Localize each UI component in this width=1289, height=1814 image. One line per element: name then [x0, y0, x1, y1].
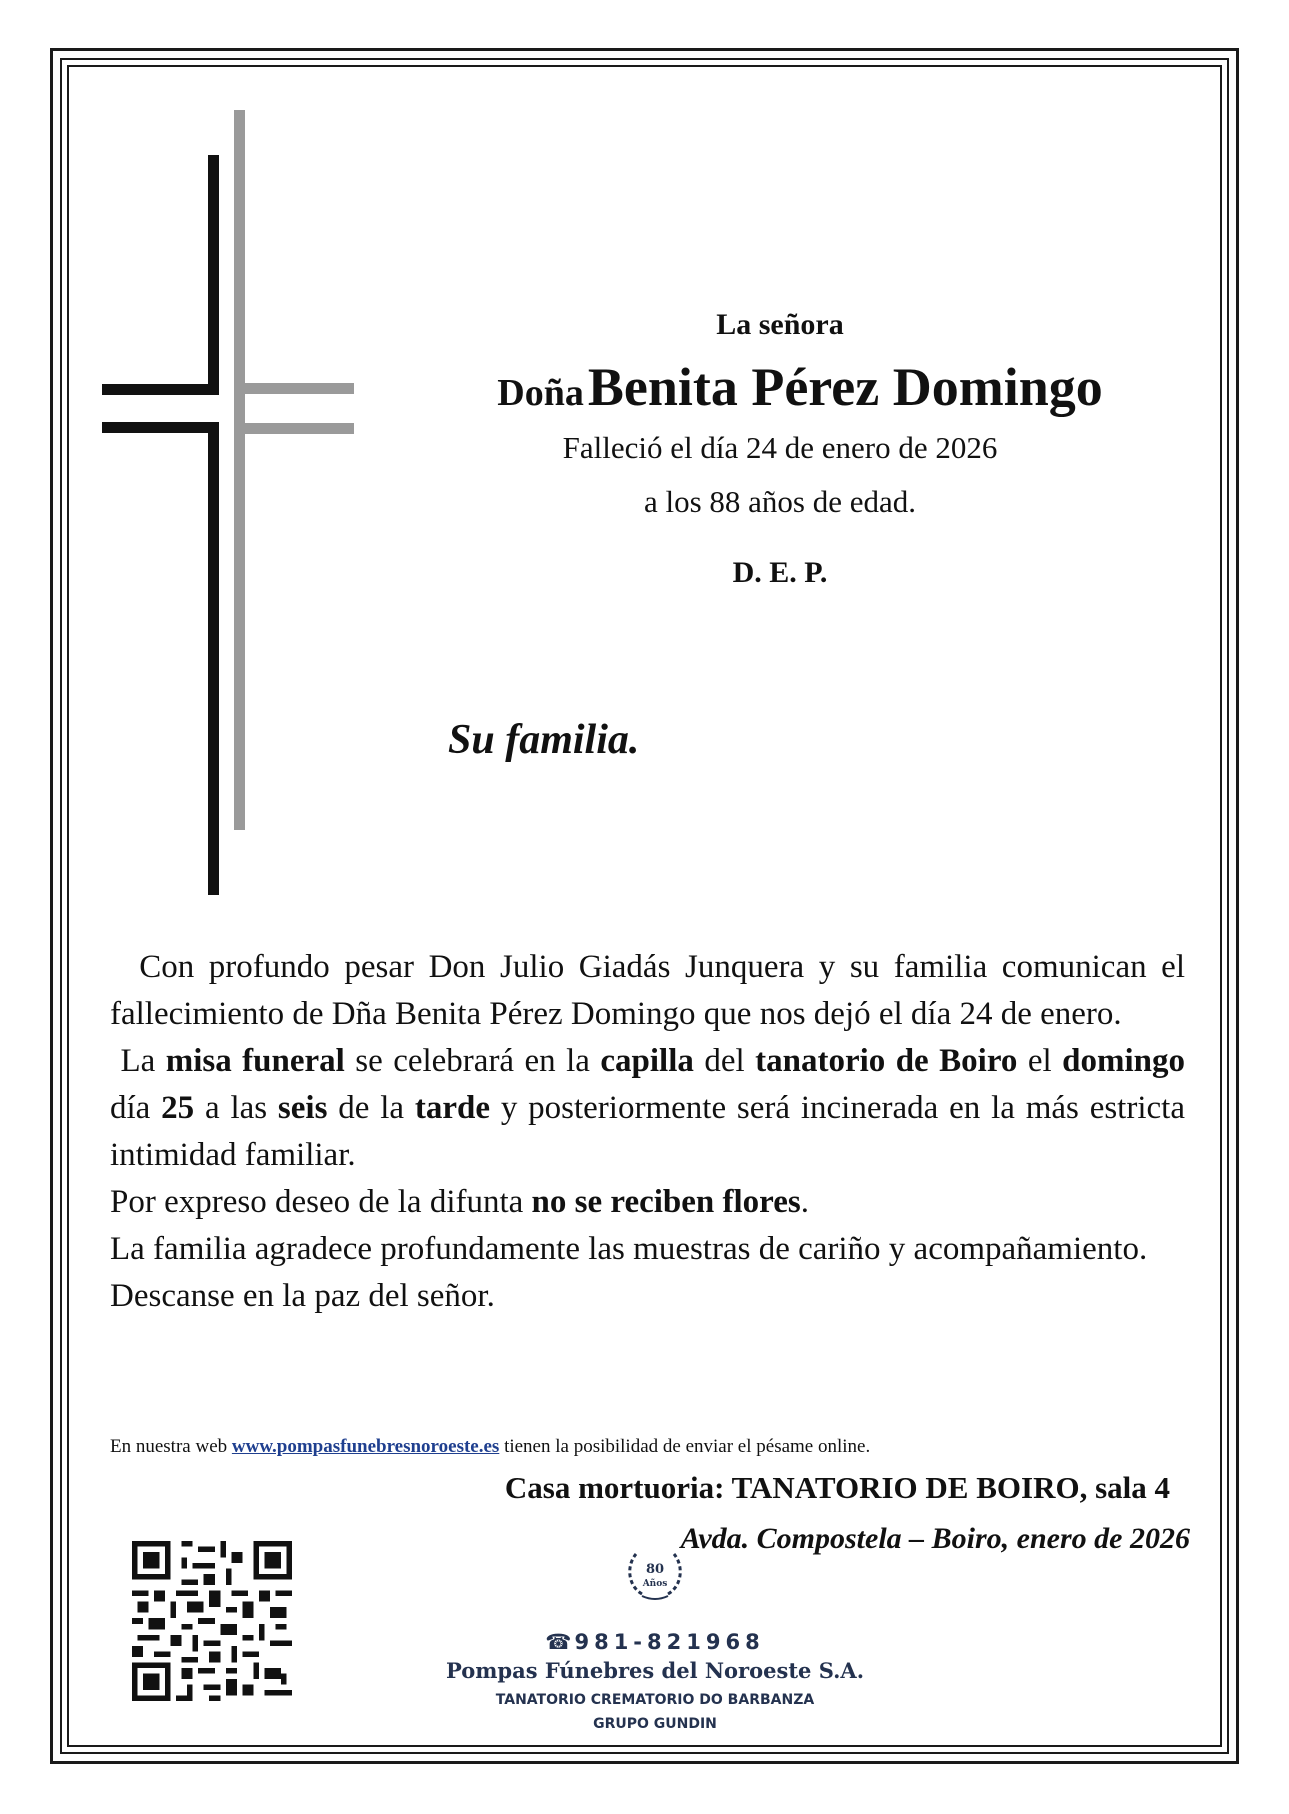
honorific: La señora — [716, 308, 844, 341]
deceased-name-line — [380, 356, 1220, 418]
cross-gray-vertical — [234, 110, 245, 830]
group-name: GRUPO GUNDIN — [593, 1716, 717, 1732]
badge-text: Años — [642, 1579, 668, 1589]
cross-dark-arm-top — [102, 384, 219, 395]
announcement-body — [110, 944, 1185, 1320]
cross-gray-arm-bottom — [234, 423, 354, 434]
paragraph-2: La misa funeral se celebrará en la capilla del tanatorio de Boiro el domingo día 25 a las seis de la tarde y posteriormente será incinerada en la más estricta intimidad familiar. — [110, 1043, 1185, 1173]
cross-gray-arm-top — [234, 383, 354, 394]
title-dona: Doña — [497, 372, 584, 414]
website-link[interactable]: www.pompasfunebresnoroeste.es — [231, 1436, 500, 1457]
qr-code-icon[interactable] — [132, 1541, 292, 1701]
place-date: Avda. Compostela – Boiro, enero de 2026 — [680, 1522, 1190, 1555]
crematorio-name: TANATORIO CREMATORIO DO BARBANZA — [495, 1692, 815, 1708]
cross-dark-vertical-bottom — [208, 422, 219, 895]
phone-icon: ☎ — [545, 1630, 572, 1654]
death-date: Falleció el día 24 de enero de 2026 — [562, 430, 998, 465]
anniversary-badge-icon — [622, 1542, 688, 1608]
paragraph-1: Con profundo pesar Don Julio Giadás Junquera y su familia comunican el fallecimiento de Dña Benita Pérez Domingo que nos dejó el día 24 de enero. — [110, 949, 1185, 1032]
casa-mortuoria: Casa mortuoria: TANATORIO DE BOIRO, sala 4 — [504, 1470, 1170, 1505]
paragraph-5: Descanse en la paz del señor. — [110, 1278, 495, 1314]
web-note: En nuestra web www.pompasfunebresnoroeste.es tienen la posibilidad de enviar el pésame online. — [110, 1436, 871, 1457]
phone-digits: 981-821968 — [574, 1630, 765, 1654]
cross-dark-arm-bottom — [102, 422, 219, 433]
badge-number: 80 — [645, 1562, 665, 1577]
dep: D. E. P. — [732, 556, 828, 589]
deceased-name: Benita Pérez Domingo — [587, 357, 1103, 417]
age: a los 88 años de edad. — [643, 484, 917, 519]
paragraph-4: La familia agradece profundamente las muestras de cariño y acompañamiento. — [110, 1231, 1148, 1267]
cross-dark-vertical-top — [208, 155, 219, 395]
phone-number — [420, 1630, 890, 1654]
cross-icon — [100, 105, 360, 905]
paragraph-3: Por expreso deseo de la difunta no se reciben flores. — [110, 1184, 809, 1220]
company-name: Pompas Fúnebres del Noroeste S.A. — [445, 1658, 865, 1683]
family-signature: Su familia. — [448, 717, 640, 763]
